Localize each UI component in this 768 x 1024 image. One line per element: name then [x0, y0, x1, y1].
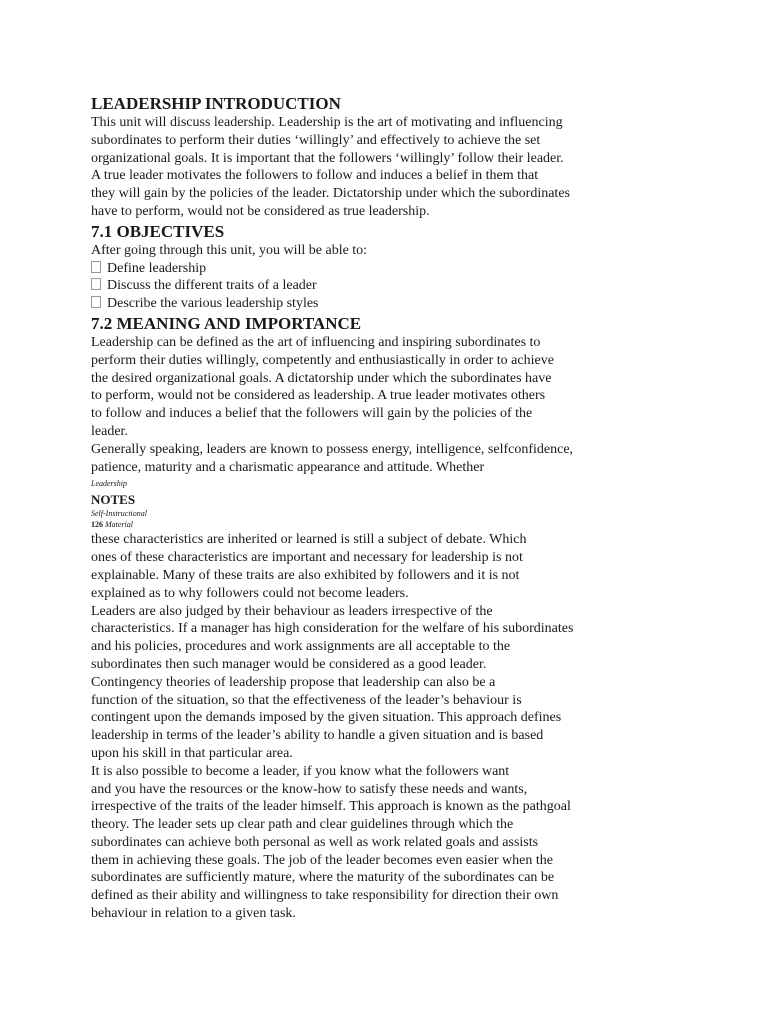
- intro-line: organizational goals. It is important that the followers ‘willingly’ follow their leader.: [91, 150, 564, 166]
- page-number: 126: [91, 520, 103, 530]
- bullet-box-icon: [91, 261, 101, 273]
- body-paragraphs: [91, 531, 731, 923]
- body-line: and his policies, procedures and work assignments are all acceptable to the: [91, 639, 511, 655]
- margin-notes-heading: NOTES: [91, 492, 136, 508]
- meaning-paragraph: [91, 334, 731, 476]
- body-line: behaviour in relation to a given task.: [91, 906, 296, 922]
- body-line: ones of these characteristics are important and necessary for leadership is not: [91, 550, 523, 566]
- body-line: theory. The leader sets up clear path and clear guidelines through which the: [91, 817, 514, 833]
- margin-notes: [91, 478, 731, 530]
- meaning-line: perform their duties willingly, competently and enthusiastically in order to achieve: [91, 352, 554, 368]
- meaning-line: Generally speaking, leaders are known to possess energy, intelligence, selfconfidence,: [91, 441, 574, 457]
- intro-line: subordinates to perform their duties ‘willingly’ and effectively to achieve the set: [91, 132, 541, 148]
- body-line: these characteristics are inherited or learned is still a subject of debate. Which: [91, 532, 527, 548]
- intro-line: A true leader motivates the followers to follow and induces a belief in them that: [91, 168, 539, 184]
- list-item: [91, 277, 731, 295]
- intro-line: have to perform, would not be considered as true leadership.: [91, 203, 430, 219]
- body-line: irrespective of the traits of the leader himself. This approach is known as the pathgoal: [91, 799, 571, 815]
- body-line: leadership in terms of the leader’s ability to handle a given situation and is based: [91, 728, 544, 744]
- intro-line: This unit will discuss leadership. Leadership is the art of motivating and influencing: [91, 115, 563, 130]
- bullet-box-icon: [91, 278, 101, 290]
- meaning-line: patience, maturity and a charismatic appearance and attitude. Whether: [91, 459, 485, 475]
- list-item-text: Describe the various leadership styles: [107, 296, 319, 312]
- list-item-text: Discuss the different traits of a leader: [107, 278, 317, 294]
- material-label: Material: [105, 520, 133, 530]
- body-line: Contingency theories of leadership propose that leadership can also be a: [91, 674, 496, 690]
- margin-self-instructional: Self-Instructional: [91, 509, 147, 519]
- objectives-intro: After going through this unit, you will be able to:: [91, 242, 368, 258]
- meaning-line: to follow and induces a belief that the followers will gain by the policies of the: [91, 406, 533, 422]
- meaning-line: Leadership can be defined as the art of influencing and inspiring subordinates to: [91, 334, 541, 350]
- body-line: characteristics. If a manager has high consideration for the welfare of his subordinates: [91, 621, 574, 637]
- body-line: contingent upon the demands imposed by the given situation. This approach defines: [91, 710, 562, 726]
- section-title-objectives: 7.1 OBJECTIVES: [91, 221, 225, 241]
- section-title-introduction: LEADERSHIP INTRODUCTION: [91, 94, 341, 113]
- objectives-list: [91, 260, 731, 313]
- document-page: [91, 94, 731, 923]
- body-line: subordinates are sufficiently mature, where the maturity of the subordinates can be: [91, 870, 555, 886]
- intro-paragraph: [91, 114, 731, 221]
- body-line: function of the situation, so that the effectiveness of the leader’s behaviour is: [91, 692, 522, 708]
- body-line: defined as their ability and willingness to take responsibility for direction their own: [91, 888, 559, 904]
- meaning-line: to perform, would not be considered as leadership. A true leader motivates others: [91, 388, 546, 404]
- list-item: [91, 260, 731, 278]
- margin-leadership-label: Leadership: [91, 479, 127, 489]
- section-title-meaning: 7.2 MEANING AND IMPORTANCE: [91, 313, 362, 333]
- margin-page-material: [91, 519, 731, 530]
- body-line: and you have the resources or the know-how to satisfy these needs and wants,: [91, 781, 528, 797]
- body-line: It is also possible to become a leader, if you know what the followers want: [91, 763, 510, 779]
- body-line: them in achieving these goals. The job of the leader becomes even easier when the: [91, 852, 553, 868]
- bullet-box-icon: [91, 296, 101, 308]
- list-item: [91, 295, 731, 313]
- body-line: Leaders are also judged by their behaviour as leaders irrespective of the: [91, 603, 493, 619]
- list-item-text: Define leadership: [107, 260, 207, 276]
- meaning-line: the desired organizational goals. A dictatorship under which the subordinates have: [91, 370, 552, 386]
- intro-line: they will gain by the policies of the leader. Dictatorship under which the subordinates: [91, 186, 570, 202]
- body-line: explainable. Many of these traits are also exhibited by followers and it is not: [91, 567, 520, 583]
- meaning-line: leader.: [91, 423, 128, 439]
- body-line: subordinates can achieve both personal as well as work related goals and assists: [91, 834, 539, 850]
- body-line: explained as to why followers could not become leaders.: [91, 585, 409, 601]
- body-line: subordinates then such manager would be considered as a good leader.: [91, 656, 487, 672]
- body-line: upon his skill in that particular area.: [91, 745, 293, 761]
